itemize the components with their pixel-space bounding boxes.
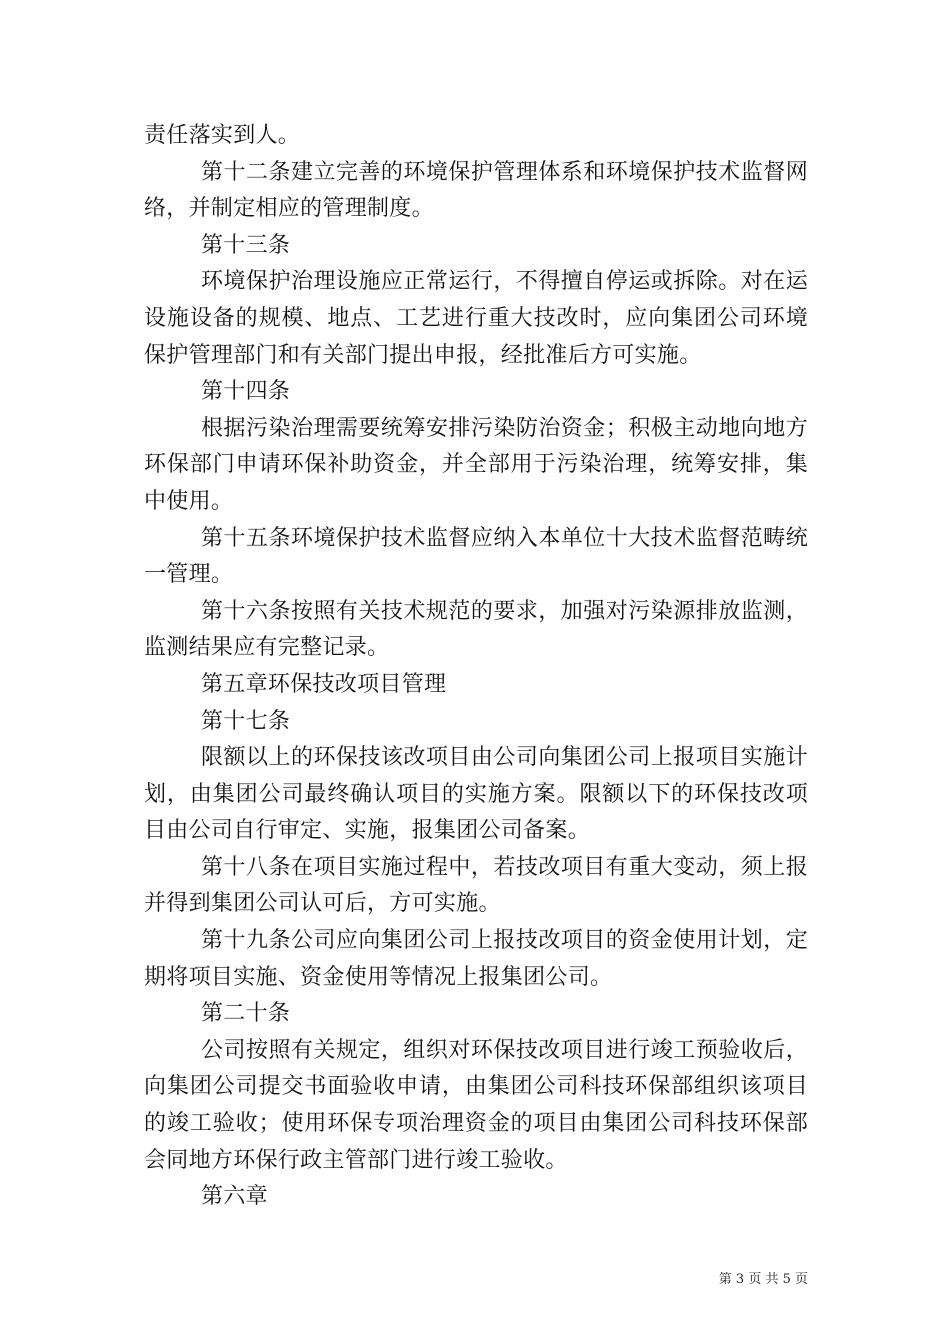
page-number-footer: 第 3 页 共 5 页 (718, 1272, 808, 1287)
article-14-heading: 第十四条 (201, 379, 291, 405)
article-20-heading: 第二十条 (201, 1001, 291, 1027)
article-16: 第十六条按照有关技术规范的要求，加强对污染源排放监测，监测结果应有完整记录。 (144, 598, 808, 661)
document-body (144, 118, 808, 1216)
article-18: 第十八条在项目实施过程中，若技改项目有重大变动，须上报并得到集团公司认可后，方可实施。 (144, 854, 808, 917)
chapter-6-heading: 第六章 (201, 1184, 268, 1210)
article-14-body: 根据污染治理需要统筹安排污染防治资金；积极主动地向地方环保部门申请环保补助资金，并全部用于污染治理，统筹安排，集中使用。 (144, 415, 808, 514)
article-17-heading: 第十七条 (201, 708, 291, 734)
article-15: 第十五条环境保护技术监督应纳入本单位十大技术监督范畴统一管理。 (144, 525, 808, 588)
article-13-body: 环境保护治理设施应正常运行，不得擅自停运或拆除。对在运设施设备的规模、地点、工艺进行重大技改时，应向集团公司环境保护管理部门和有关部门提出申报，经批准后方可实施。 (144, 269, 808, 368)
article-19: 第十九条公司应向集团公司上报技改项目的资金使用计划，定期将项目实施、资金使用等情况上报集团公司。 (144, 928, 808, 990)
article-20-body: 公司按照有关规定，组织对环保技改项目进行竣工预验收后，向集团公司提交书面验收申请，由集团公司科技环保部组织该项目的竣工验收；使用环保专项治理资金的项目由集团公司科技环保部会同地方环保行政主管部门进行竣工验收。 (144, 1037, 808, 1173)
article-17-body: 限额以上的环保技该改项目由公司向集团公司上报项目实施计划，由集团公司最终确认项目的实施方案。限额以下的环保技改项目由公司自行审定、实施，报集团公司备案。 (144, 745, 808, 844)
paragraph-1: 责任落实到人。 (144, 123, 301, 148)
article-12: 第十二条建立完善的环境保护管理体系和环境保护技术监督网络，并制定相应的管理制度。 (144, 159, 808, 222)
chapter-5-heading: 第五章环保技改项目管理 (201, 671, 447, 697)
article-13-heading: 第十三条 (201, 232, 291, 258)
